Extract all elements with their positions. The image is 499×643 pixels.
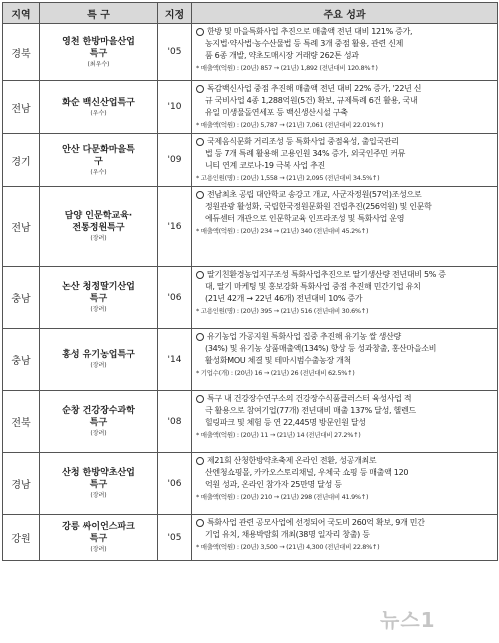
achievement-text: 산엔청쇼핑몰, 카카오스토리채널, 우체국 쇼핑 등 매출액 120 bbox=[205, 468, 409, 477]
zone-rating: (최우수) bbox=[87, 60, 110, 68]
achievement-line bbox=[196, 393, 495, 405]
achievement-text: 기업 유치, 채용박람회 개최(38명 일자리 창출) 등 bbox=[205, 530, 370, 539]
circle-bullet-icon bbox=[196, 457, 204, 465]
achievement-line bbox=[196, 467, 495, 479]
achievement-text: 정원관광 활성화, 국립한국정원문화원 건립추진(256억원) 및 인문학 bbox=[205, 202, 432, 211]
achievement-text: 딸기친환경농업지구조성 특화사업추진으로 딸기생산량 전년대비 5% 증 bbox=[207, 270, 446, 279]
zone-name-line: 구 bbox=[94, 156, 103, 167]
designation-year: '06 bbox=[158, 267, 192, 329]
achievement-text: 니티 연계 코로나-19 극복 사업 추진 bbox=[205, 161, 325, 170]
zone-rating: (우수) bbox=[90, 109, 107, 117]
table-header-row bbox=[3, 3, 498, 24]
achievement-stat: * 고용인원(명) : (20년) 395 → (21년) 516 (전년대비 30.6%↑) bbox=[196, 307, 369, 315]
achievement-cell bbox=[192, 187, 498, 267]
zone-name-line: 전통정원특구 bbox=[72, 223, 125, 233]
table-row bbox=[3, 453, 498, 515]
achievement-text: 유기농업 가공지원 특화사업 집중 추진해 유기농 쌀 생산량 bbox=[207, 332, 401, 341]
table-row bbox=[3, 329, 498, 391]
designation-year: '10 bbox=[158, 81, 192, 134]
achievement-stat: * 고용인원(명) : (20년) 1,558 → (21년) 2,095 (전년대비 34.5%↑) bbox=[196, 174, 380, 182]
zone-name-line: 특구 bbox=[89, 534, 108, 544]
achievement-text: 특구 내 건강장수연구소의 건강장수식품클러스터 육성사업 적 bbox=[207, 394, 412, 403]
zone-name-line: 안산 다문화마을특 bbox=[62, 144, 135, 155]
achievement-line bbox=[196, 417, 495, 429]
table-row bbox=[3, 134, 498, 187]
achievement-stat: * 매출액(억원) : (20년) 210 → (21년) 298 (전년대비 41.9%↑) bbox=[196, 493, 369, 501]
achievement-line bbox=[196, 107, 495, 119]
achievement-line bbox=[196, 269, 495, 281]
zone-cell bbox=[40, 187, 158, 267]
achievement-line bbox=[196, 26, 495, 38]
achievement-text: 독감백신사업 중점 추진해 매출액 전년 대비 22% 증가, '22년 신 bbox=[207, 84, 422, 93]
header-year: 지정 bbox=[158, 3, 192, 24]
achievement-stat: * 기업수(개) : (20년) 16 → (21년) 26 (전년대비 62.5%↑) bbox=[196, 369, 355, 377]
achievement-text: 제21회 산청한방약초축제 온라인 전환, 성공개최로 bbox=[207, 456, 377, 465]
zone-rating: (장려) bbox=[90, 492, 107, 499]
achievement-line bbox=[196, 529, 495, 541]
achievement-stat: * 매출액(억원) : (20년) 857 → (21년) 1,892 (전년대비 120.8%↑) bbox=[196, 64, 378, 72]
achievement-line bbox=[196, 293, 495, 305]
achievement-line bbox=[196, 455, 495, 467]
achievement-text: (34%) 및 유기농 상품매출액(134%) 향상 등 성과창출, 홍산마을소비 bbox=[205, 344, 437, 353]
achievement-text: 억원 성과, 온라인 참가자 25만명 달성 등 bbox=[205, 480, 342, 489]
achievement-cell bbox=[192, 329, 498, 391]
zone-cell bbox=[40, 81, 158, 134]
achievement-cell bbox=[192, 24, 498, 81]
zone-name-line: 산청 한방약초산업 bbox=[62, 468, 135, 478]
achievement-text: 한방 및 마을특화사업 추진으로 매출액 전년 대비 121% 증가, bbox=[207, 27, 413, 36]
special-zone-table bbox=[2, 2, 498, 561]
achievement-text: 법 등 7개 특례 활용해 고용인원 34% 증가, 외국인주민 커뮤 bbox=[205, 149, 406, 158]
region-cell: 충남 bbox=[3, 267, 40, 329]
achievement-cell bbox=[192, 515, 498, 561]
achievement-line bbox=[196, 189, 495, 201]
achievement-text: 국제음식문화 거리조성 등 특화사업 중점육성, 출입국관리 bbox=[207, 137, 399, 146]
achievement-line bbox=[196, 281, 495, 293]
zone-name-line: 강릉 싸이언스파크 bbox=[62, 522, 135, 532]
table-row bbox=[3, 391, 498, 453]
achievement-text: 규 국비사업 4종 1,288억원(5건) 확보, 규제특례 6건 활용, 국내 bbox=[205, 96, 418, 105]
achievement-line bbox=[196, 160, 495, 172]
designation-year: '08 bbox=[158, 391, 192, 453]
zone-name-line: 특구 bbox=[89, 480, 108, 490]
achievement-line bbox=[196, 405, 495, 417]
region-cell: 전북 bbox=[3, 391, 40, 453]
achievement-stat: * 매출액(억원) : (20년) 11 → (21년) 14 (전년대비 27.2%↑) bbox=[196, 431, 361, 439]
zone-name-line: 영천 한방마을산업 bbox=[62, 36, 135, 47]
circle-bullet-icon bbox=[196, 519, 204, 527]
achievement-text: (21년 42개 → 22년 46개) 전년대비 10% 증가 bbox=[205, 294, 363, 303]
zone-name-line: 특구 bbox=[89, 294, 108, 304]
zone-name-line: 논산 청정딸기산업 bbox=[62, 282, 135, 292]
circle-bullet-icon bbox=[196, 271, 204, 279]
achievement-line bbox=[196, 148, 495, 160]
achievement-line bbox=[196, 136, 495, 148]
circle-bullet-icon bbox=[196, 333, 204, 341]
achievement-line bbox=[196, 517, 495, 529]
achievement-stat: * 매출액(억원) : (20년) 3,500 → (21년) 4,300 (전년대비 22.8%↑) bbox=[196, 543, 380, 551]
zone-cell bbox=[40, 267, 158, 329]
achievement-line bbox=[196, 95, 495, 107]
zone-rating: (장려) bbox=[90, 362, 107, 369]
table-row bbox=[3, 24, 498, 81]
circle-bullet-icon bbox=[196, 85, 204, 93]
achievement-text: 전남최초 공립 대안학교 송강고 개교, 사군자정원(57억)조성으로 bbox=[207, 190, 422, 199]
achievement-line bbox=[196, 213, 495, 225]
designation-year: '14 bbox=[158, 329, 192, 391]
region-cell: 전남 bbox=[3, 187, 40, 267]
circle-bullet-icon bbox=[196, 395, 204, 403]
achievement-text: 특화사업 관련 공모사업에 선정되어 국도비 260억 확보, 9개 민간 bbox=[207, 518, 425, 527]
achievement-line bbox=[196, 355, 495, 367]
achievement-cell bbox=[192, 81, 498, 134]
table-row bbox=[3, 515, 498, 561]
achievement-cell bbox=[192, 453, 498, 515]
header-zone: 특 구 bbox=[40, 3, 158, 24]
circle-bullet-icon bbox=[196, 138, 204, 146]
achievement-line bbox=[196, 331, 495, 343]
region-cell: 전남 bbox=[3, 81, 40, 134]
achievement-cell bbox=[192, 391, 498, 453]
zone-name-line: 특구 bbox=[89, 418, 108, 428]
achievement-text: 극 활용으로 참여기업(77개) 전년대비 매출 137% 달성, 헬렌드 bbox=[205, 406, 416, 415]
achievement-text: 품 6종 개발, 약초도매시장 거래량 262톤 성과 bbox=[205, 51, 359, 60]
zone-cell bbox=[40, 134, 158, 187]
achievement-text: 대, 딸기 마케팅 및 홍보강화 특화사업 중점 추진해 민간기업 유치 bbox=[205, 282, 421, 291]
region-cell: 강원 bbox=[3, 515, 40, 561]
achievement-text: 유일 미생물돌연세포 등 백신생산시설 구축 bbox=[205, 108, 348, 117]
zone-rating: (장려) bbox=[90, 430, 107, 437]
zone-cell bbox=[40, 515, 158, 561]
zone-name-line: 화순 백신산업특구 bbox=[62, 97, 135, 108]
achievement-text: 힐링파크 및 체험 등 연 22,445명 방문인원 달성 bbox=[205, 418, 366, 427]
zone-cell bbox=[40, 329, 158, 391]
designation-year: '05 bbox=[158, 24, 192, 81]
zone-name-line: 홍성 유기농업특구 bbox=[62, 350, 135, 360]
zone-cell bbox=[40, 453, 158, 515]
watermark: 뉴스1 bbox=[380, 608, 436, 632]
achievement-stat: * 매출액(억원) : (20년) 5,787 → (21년) 7,061 (전년대비 22.01%↑) bbox=[196, 121, 384, 129]
zone-name-line: 담양 인문학교육· bbox=[64, 211, 133, 221]
achievement-line bbox=[196, 343, 495, 355]
circle-bullet-icon bbox=[196, 28, 204, 36]
table-row bbox=[3, 187, 498, 267]
circle-bullet-icon bbox=[196, 191, 204, 199]
table-row bbox=[3, 81, 498, 134]
achievement-line bbox=[196, 83, 495, 95]
zone-cell bbox=[40, 24, 158, 81]
achievement-line bbox=[196, 50, 495, 62]
achievement-line bbox=[196, 38, 495, 50]
achievement-cell bbox=[192, 134, 498, 187]
achievement-line bbox=[196, 201, 495, 213]
zone-name-line: 순창 건강장수과학 bbox=[62, 406, 135, 416]
zone-rating: (우수) bbox=[90, 168, 107, 176]
zone-name-line: 특구 bbox=[89, 48, 108, 59]
achievement-line bbox=[196, 479, 495, 491]
region-cell: 경기 bbox=[3, 134, 40, 187]
zone-rating: (장려) bbox=[90, 306, 107, 313]
header-achievements: 주요 성과 bbox=[192, 3, 498, 24]
achievement-text: 농지법·약사법·농수산물법 등 특례 3개 중점 활용, 관련 신제 bbox=[205, 39, 404, 48]
region-cell: 경남 bbox=[3, 453, 40, 515]
region-cell: 충남 bbox=[3, 329, 40, 391]
designation-year: '16 bbox=[158, 187, 192, 267]
designation-year: '06 bbox=[158, 453, 192, 515]
zone-rating: (장려) bbox=[90, 546, 107, 553]
header-region: 지역 bbox=[3, 3, 40, 24]
designation-year: '05 bbox=[158, 515, 192, 561]
achievement-text: 활성화MOU 체결 및 테마시범수출농장 개척 bbox=[205, 356, 351, 365]
zone-rating: (장려) bbox=[90, 235, 107, 242]
table-row bbox=[3, 267, 498, 329]
achievement-cell bbox=[192, 267, 498, 329]
zone-cell bbox=[40, 391, 158, 453]
designation-year: '09 bbox=[158, 134, 192, 187]
achievement-text: 에듀센터 개관으로 인문학교육 인프라조성 및 특화사업 운영 bbox=[205, 214, 405, 223]
region-cell: 경북 bbox=[3, 24, 40, 81]
achievement-stat: * 매출액(억원) : (20년) 234 → (21년) 340 (전년대비 45.2%↑) bbox=[196, 227, 369, 235]
